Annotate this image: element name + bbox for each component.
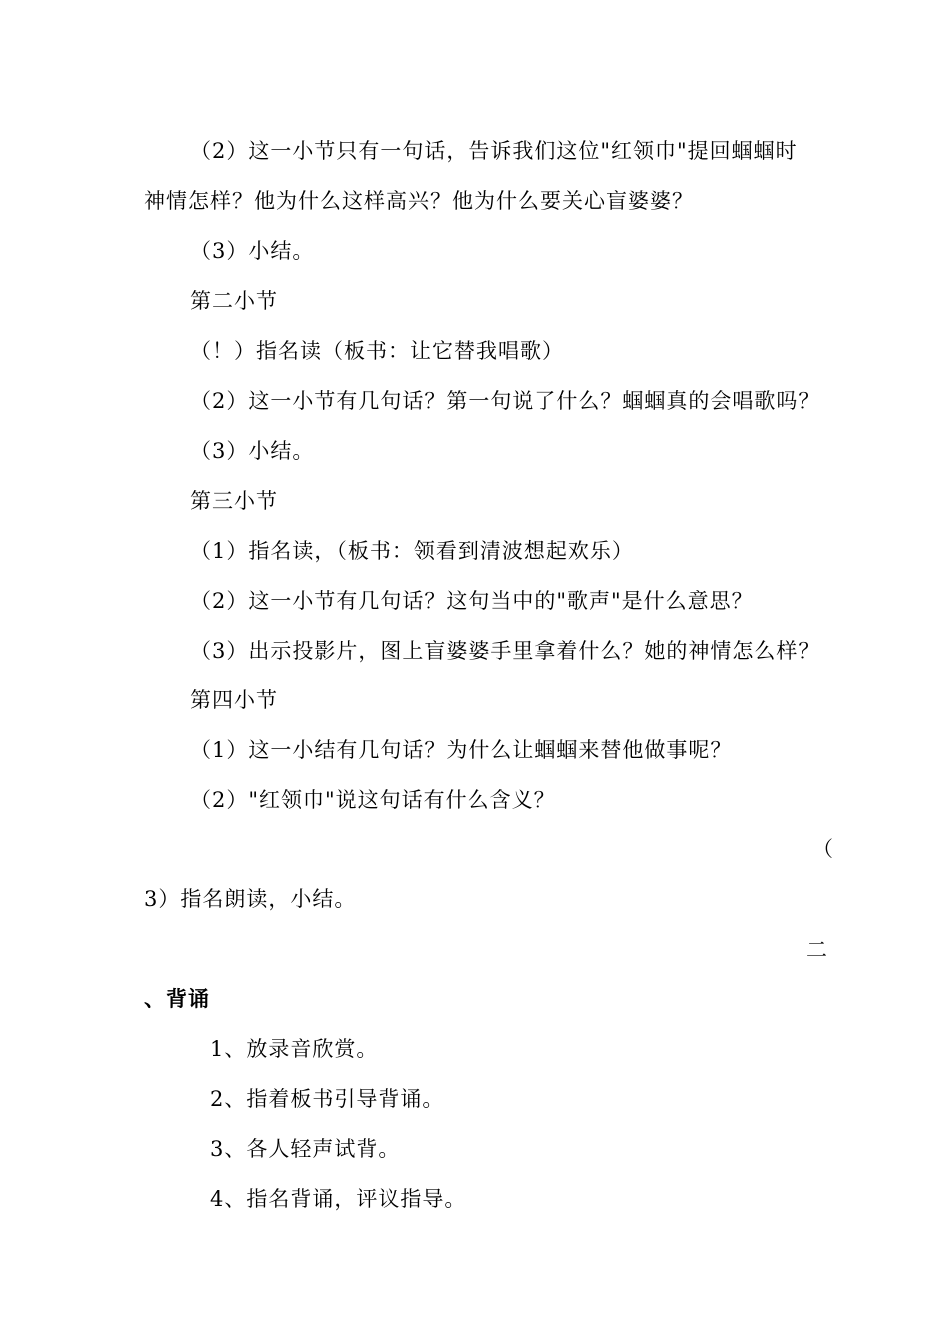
text-line: （3）小结。 xyxy=(190,439,315,463)
list-item: 4、指名背诵，评议指导。 xyxy=(210,1187,467,1211)
section-heading: 、背诵 xyxy=(144,986,210,1011)
section-number: 二 xyxy=(806,938,828,962)
text-line: （2）这一小节只有一句话，告诉我们这位"红领巾"提回蝈蝈时 xyxy=(190,139,798,163)
text-line: （3）小结。 xyxy=(190,239,315,263)
section-heading: 第四小节 xyxy=(190,688,278,712)
list-item: 2、指着板书引导背诵。 xyxy=(210,1087,445,1111)
text-line: （2）"红领巾"说这句话有什么含义？ xyxy=(190,788,556,812)
text-line: 3）指名朗读，小结。 xyxy=(144,887,357,911)
text-line: （！）指名读（板书：让它替我唱歌） xyxy=(190,339,564,363)
list-item: 1、放录音欣赏。 xyxy=(210,1037,379,1061)
text-line: （1）这一小结有几句话？为什么让蝈蝈来替他做事呢？ xyxy=(190,738,733,762)
text-line: （2）这一小节有几句话？第一句说了什么？蝈蝈真的会唱歌吗？ xyxy=(190,389,821,413)
text-line: （1）指名读，（板书：领看到清波想起欢乐） xyxy=(190,539,634,563)
text-fragment: （ xyxy=(812,837,834,861)
section-heading: 第三小节 xyxy=(190,489,278,513)
text-line: （3）出示投影片，图上盲婆婆手里拿着什么？她的神情怎么样？ xyxy=(190,639,821,663)
list-item: 3、各人轻声试背。 xyxy=(210,1137,401,1161)
text-line: 神情怎样？他为什么这样高兴？他为什么要关心盲婆婆？ xyxy=(144,189,694,213)
section-heading: 第二小节 xyxy=(190,289,278,313)
text-line: （2）这一小节有几句话？这句当中的"歌声"是什么意思？ xyxy=(190,589,754,613)
